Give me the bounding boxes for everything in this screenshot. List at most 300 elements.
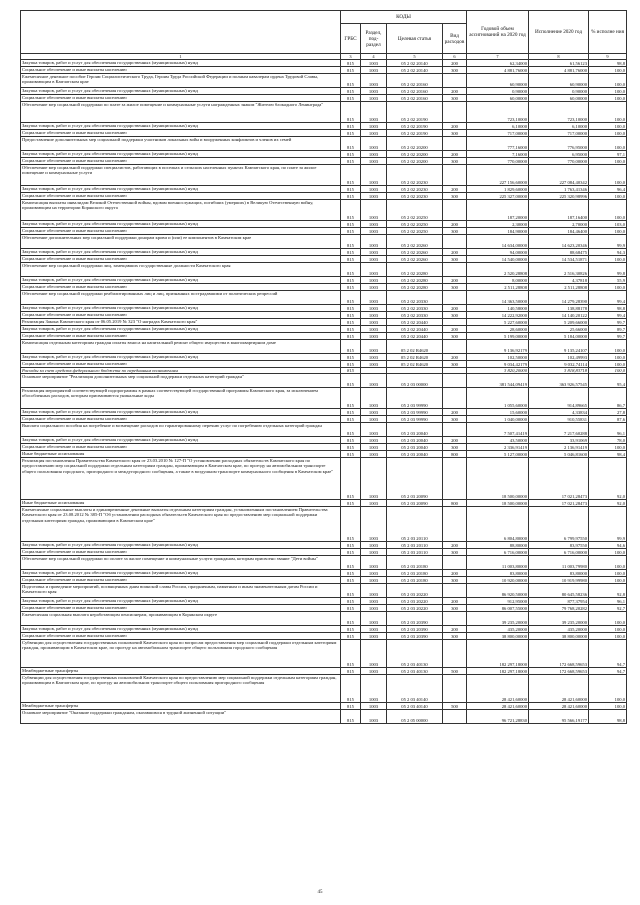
- row-target: 05 2 03 20110: [387, 507, 443, 542]
- row-section: 1003: [361, 263, 387, 277]
- row-name: Ежемесячные социальные выплаты и единовременные денежные выплаты отдельным категориям граждан, установленным постановлением Правительства Камчатского края от 23.08.2012 № 385-П "Об установлении расходных обязательств Камчатского края по предоставлению мер социальной поддержки отдельным категориям граждан, проживающим в Камчатском крае": [21, 507, 341, 542]
- row-annual: 4 881,76000: [467, 67, 529, 74]
- row-section: 1003: [361, 326, 387, 333]
- table-row: [21, 228, 627, 235]
- row-percent: 100,0: [589, 556, 627, 570]
- row-annual: 7 507,41419: [467, 423, 529, 437]
- row-name: Компенсация выплаты инвалидам Великой Отечественной войны, вдовам военнослужащих, погибших (умерших) в Великую Отечественную войну, проживающим на территории Корякского округа: [21, 200, 341, 221]
- row-name: Закупка товаров, работ и услуг для обеспечения государственных (муниципальных) нужд: [21, 88, 341, 95]
- row-executed: 80 645,58236: [529, 584, 589, 598]
- row-executed: 28 421,60000: [529, 703, 589, 710]
- row-percent: 100,0: [589, 703, 627, 710]
- row-name: Социальное обеспечение и иные выплаты населению: [21, 67, 341, 74]
- row-target: 05 2 03 20220: [387, 605, 443, 612]
- row-percent: 99,9: [589, 235, 627, 249]
- row-annual: 14 222,92000: [467, 312, 529, 319]
- row-executed: 14 534,51871: [529, 256, 589, 263]
- row-target: 05 2 03 20040: [387, 437, 443, 444]
- row-name: Основное мероприятие "Оказание поддержки гражданам, оказавшимся в трудной жизненной ситуации": [21, 710, 341, 724]
- row-grbs: 815: [341, 612, 361, 626]
- row-percent: 100,0: [589, 612, 627, 626]
- row-annual: 14 634,00000: [467, 235, 529, 249]
- row-target: 05 2 03 99990: [387, 388, 443, 409]
- row-section: 1003: [361, 137, 387, 151]
- row-type: 800: [443, 500, 467, 507]
- row-executed: 28 421,60000: [529, 675, 589, 703]
- row-executed: 225 320,98996: [529, 193, 589, 200]
- row-percent: 100,0: [589, 361, 627, 368]
- row-percent: 92,0: [589, 458, 627, 500]
- row-type: 500: [443, 668, 467, 675]
- row-section: 1003: [361, 200, 387, 221]
- row-executed: 11 003,79980: [529, 556, 589, 570]
- table-row: [21, 277, 627, 284]
- row-target: 05 2 03 99990: [387, 416, 443, 423]
- row-target: 05 2 02 20260: [387, 249, 443, 256]
- row-percent: 100,0: [589, 340, 627, 354]
- row-name: Социальное обеспечение и иные выплаты населению: [21, 333, 341, 340]
- row-section: 1003: [361, 605, 387, 612]
- row-percent: 100,0: [589, 626, 627, 633]
- row-percent: 94,3: [589, 249, 627, 256]
- row-target: 05 2 02 20230: [387, 165, 443, 186]
- row-grbs: 815: [341, 102, 361, 123]
- row-section: 1003: [361, 598, 387, 605]
- row-target: 05 2 03 20390: [387, 633, 443, 640]
- row-grbs: 815: [341, 151, 361, 158]
- table-row: [21, 186, 627, 193]
- row-grbs: 815: [341, 263, 361, 277]
- row-percent: 96,4: [589, 186, 627, 193]
- row-executed: 38 800,00000: [529, 633, 589, 640]
- row-section: 1003: [361, 123, 387, 130]
- row-grbs: 815: [341, 193, 361, 200]
- row-name: Социальное обеспечение и иные выплаты населению: [21, 361, 341, 368]
- table-row: [21, 444, 627, 451]
- row-type: 200: [443, 277, 467, 284]
- row-type: 300: [443, 361, 467, 368]
- row-type: 300: [443, 333, 467, 340]
- row-grbs: 815: [341, 451, 361, 458]
- row-annual: 28 421,60000: [467, 675, 529, 703]
- row-percent: 103,0: [589, 221, 627, 228]
- row-section: 1003: [361, 416, 387, 423]
- row-type: 200: [443, 151, 467, 158]
- row-percent: 78,0: [589, 437, 627, 444]
- table-row: [21, 640, 627, 668]
- row-section: 1003: [361, 451, 387, 458]
- row-grbs: 815: [341, 60, 361, 67]
- row-executed: 723,10000: [529, 102, 589, 123]
- row-type: 300: [443, 312, 467, 319]
- row-target: 05 2 02 20440: [387, 319, 443, 326]
- row-executed: 914,89665: [529, 388, 589, 409]
- row-name: Социальное обеспечение и иные выплаты населению: [21, 577, 341, 584]
- row-percent: 97,1: [589, 151, 627, 158]
- row-section: 1003: [361, 570, 387, 577]
- row-type: 200: [443, 598, 467, 605]
- row-annual: 227 156,60000: [467, 165, 529, 186]
- row-percent: 100,0: [589, 102, 627, 123]
- row-percent: 87,6: [589, 416, 627, 423]
- row-type: 300: [443, 95, 467, 102]
- row-name: Социальное обеспечение и иные выплаты населению: [21, 416, 341, 423]
- row-percent: 100,0: [589, 577, 627, 584]
- row-name: Социальное обеспечение и иные выплаты населению: [21, 158, 341, 165]
- row-section: 1003: [361, 374, 387, 388]
- row-annual: 102,50000: [467, 354, 529, 361]
- row-grbs: 815: [341, 200, 361, 221]
- row-target: 05 2 03 20110: [387, 542, 443, 549]
- row-name: Предоставление дополнительных мер социальной поддержки участников локальных войн и вооруженных конфликтов и членов их семей: [21, 137, 341, 151]
- row-type: [443, 584, 467, 598]
- row-annual: 1 829,60000: [467, 186, 529, 193]
- row-executed: 6 799,97550: [529, 507, 589, 542]
- row-target: 05 2 03 20090: [387, 458, 443, 500]
- row-name: Закупка товаров, работ и услуг для обеспечения государственных (муниципальных) нужд: [21, 249, 341, 256]
- index-cell: 6: [443, 54, 467, 60]
- table-row: [21, 633, 627, 640]
- row-name: Субвенции для осуществления государственных полномочий Камчатского края по вопросам предоставления мер социальной поддержки отдельным категориям граждан, проживающим в Камчатском крае, по проезду на автомобильном транспорте общего пользования городского сообщения: [21, 640, 341, 668]
- row-name: Основное мероприятие "Реализация дополнительных мер социальной поддержки отдельных категорий граждан": [21, 374, 341, 388]
- row-grbs: 815: [341, 710, 361, 724]
- row-target: 05 2 02 20440: [387, 326, 443, 333]
- row-section: 1003: [361, 340, 387, 354]
- row-grbs: 815: [341, 228, 361, 235]
- row-executed: 4,33834: [529, 409, 589, 416]
- row-grbs: 815: [341, 703, 361, 710]
- row-grbs: 815: [341, 305, 361, 312]
- row-percent: 99,4: [589, 291, 627, 305]
- row-executed: 184,46400: [529, 228, 589, 235]
- row-annual: 5 199,00000: [467, 333, 529, 340]
- row-percent: 86,7: [589, 388, 627, 409]
- row-annual: 7,16000: [467, 151, 529, 158]
- row-section: 1003: [361, 88, 387, 95]
- row-target: 05 2 03 40140: [387, 675, 443, 703]
- row-target: 05 2 02 20250: [387, 221, 443, 228]
- row-type: 300: [443, 256, 467, 263]
- table-row: [21, 710, 627, 724]
- row-annual: 96 721,28830: [467, 710, 529, 724]
- row-annual: 1 040,00000: [467, 416, 529, 423]
- row-name: Закупка товаров, работ и услуг для обеспечения государственных (муниципальных) нужд: [21, 277, 341, 284]
- row-target: 05 2 05 00000: [387, 710, 443, 724]
- row-type: 300: [443, 549, 467, 556]
- row-type: [443, 556, 467, 570]
- table-row: [21, 626, 627, 633]
- row-annual: 11 003,80000: [467, 556, 529, 570]
- row-name: Обеспечение мер социальной поддержки по оплате за жилое помещение и коммунальные услуги гражданам, которым присвоено звание "Дети войны": [21, 556, 341, 570]
- row-annual: 225 327,00000: [467, 193, 529, 200]
- row-grbs: 815: [341, 284, 361, 291]
- table-row: [21, 361, 627, 368]
- row-type: [443, 710, 467, 724]
- row-name: Реализация мероприятий соответствующей подпрограммы в рамках соответствующей государственной программы Камчатского края, за исключением обособленных расходов, которым присваиваются уникальные коды: [21, 388, 341, 409]
- row-percent: 100,0: [589, 354, 627, 361]
- header-percent: % исполне ния: [589, 11, 627, 54]
- row-section: 1003: [361, 102, 387, 123]
- row-section: 1003: [361, 710, 387, 724]
- row-target: 05 2 03 40130: [387, 668, 443, 675]
- row-grbs: 815: [341, 74, 361, 88]
- row-target: 05 2 02 20250: [387, 228, 443, 235]
- row-executed: 172 668,59653: [529, 668, 589, 675]
- row-type: 300: [443, 193, 467, 200]
- row-percent: 100,0: [589, 549, 627, 556]
- row-target: 05 2 02 R4620: [387, 361, 443, 368]
- row-grbs: 815: [341, 549, 361, 556]
- table-row: [21, 458, 627, 500]
- row-grbs: 815: [341, 458, 361, 500]
- index-cell: 4: [361, 54, 387, 60]
- row-annual: 6,10000: [467, 123, 529, 130]
- row-target: 05 2 03 20110: [387, 549, 443, 556]
- row-name: Обеспечение мер социальной поддержки реабилитированных лиц и лиц, признанных пострадавшими от политических репрессий: [21, 291, 341, 305]
- table-row: [21, 500, 627, 507]
- row-section: 1003: [361, 333, 387, 340]
- row-section: 1003: [361, 626, 387, 633]
- row-annual: 83,80000: [467, 570, 529, 577]
- table-row: [21, 507, 627, 542]
- row-target: 05 2 02 20440: [387, 333, 443, 340]
- row-name: Межбюджетные трансферты: [21, 668, 341, 675]
- row-percent: 100,0: [589, 633, 627, 640]
- row-grbs: 815: [341, 137, 361, 151]
- header-executed: Исполнение 2020 год: [529, 11, 589, 54]
- row-name: Реализация постановления Правительства Камчатского края от 23.03.2010 № 127-П "О установлении расходных обязательств Камчатского края по предоставлению мер социальной поддержки отдельным категориям граждан, проживающим в Камчатском крае, по проезду на автомобильном транспорте общего пользования городского, пригородного и междугородного сообщения, а также в воздушном транспорте коммунального сообщения в Камчатском крае": [21, 458, 341, 500]
- row-name: Социальное обеспечение и иные выплаты населению: [21, 130, 341, 137]
- row-target: 05 2 02 20230: [387, 193, 443, 200]
- row-grbs: 815: [341, 640, 361, 668]
- row-section: 1003: [361, 500, 387, 507]
- row-executed: 6,10000: [529, 123, 589, 130]
- row-executed: 79 768,20282: [529, 605, 589, 612]
- row-percent: 94,7: [589, 640, 627, 668]
- row-section: 1003: [361, 60, 387, 67]
- row-type: [443, 640, 467, 668]
- row-executed: 4 881,76000: [529, 67, 589, 74]
- row-name: Обеспечение мер социальной поддержки по плате за жилое помещение и коммунальные услуги награжденных знаком "Жителю блокадного Ленинграда": [21, 102, 341, 123]
- row-section: 1003: [361, 556, 387, 570]
- row-executed: 61,56123: [529, 60, 589, 67]
- row-annual: 86 007,55000: [467, 605, 529, 612]
- row-grbs: 815: [341, 388, 361, 409]
- row-percent: 100,0: [589, 74, 627, 88]
- row-type: 200: [443, 305, 467, 312]
- table-row: [21, 102, 627, 123]
- row-name: Закупка товаров, работ и услуг для обеспечения государственных (муниципальных) нужд: [21, 437, 341, 444]
- row-annual: 60,00000: [467, 95, 529, 102]
- row-target: 05 2 02 20330: [387, 305, 443, 312]
- row-name: Закупка товаров, работ и услуг для обеспечения государственных (муниципальных) нужд: [21, 542, 341, 549]
- row-name: Обеспечение дополнительных мер социальной поддержки донорам крови и (или) ее компонентов в Камчатском крае: [21, 235, 341, 249]
- row-percent: 100,0: [589, 158, 627, 165]
- row-executed: 3 818,83718: [529, 368, 589, 374]
- table-row: [21, 165, 627, 186]
- row-grbs: 815: [341, 668, 361, 675]
- row-percent: 100,0: [589, 284, 627, 291]
- row-grbs: 815: [341, 626, 361, 633]
- row-annual: 435,20000: [467, 626, 529, 633]
- row-executed: 2 511,28808: [529, 284, 589, 291]
- row-type: [443, 200, 467, 221]
- row-type: 800: [443, 451, 467, 458]
- row-name: Социальное обеспечение и иные выплаты населению: [21, 633, 341, 640]
- row-section: 1003: [361, 312, 387, 319]
- row-executed: 227 084,40342: [529, 165, 589, 186]
- row-name: Ежемесячная социальная выплата неработающим пенсионерам, проживающим в Корякском округе: [21, 612, 341, 626]
- row-section: 1003: [361, 277, 387, 284]
- row-executed: 1 763,41346: [529, 186, 589, 193]
- row-percent: 100,0: [589, 88, 627, 95]
- row-type: 200: [443, 354, 467, 361]
- row-type: 500: [443, 703, 467, 710]
- row-section: 1003: [361, 409, 387, 416]
- row-annual: 723,10000: [467, 102, 529, 123]
- table-row: [21, 74, 627, 88]
- index-cell: 8: [529, 54, 589, 60]
- row-annual: 9 034,42179: [467, 361, 529, 368]
- row-name: Обеспечение мер социальной поддержки специалистов, работающих в поселках и сельских населенных пунктах Камчатского края, по плате за жилое помещение и коммунальные услуги: [21, 165, 341, 186]
- row-name: Закупка товаров, работ и услуг для обеспечения государственных (муниципальных) нужд: [21, 186, 341, 193]
- table-row: [21, 319, 627, 326]
- header-type: Вид расходов: [443, 24, 467, 54]
- row-annual: 9 136,92179: [467, 340, 529, 354]
- row-section: 1003: [361, 165, 387, 186]
- row-section: 1003: [361, 542, 387, 549]
- row-executed: 2,70000: [529, 221, 589, 228]
- row-grbs: 815: [341, 291, 361, 305]
- row-percent: 99,9: [589, 507, 627, 542]
- row-grbs: 815: [341, 507, 361, 542]
- table-row: [21, 584, 627, 598]
- table-row: [21, 340, 627, 354]
- header-grbs: ГРБС: [341, 24, 361, 54]
- row-section: 1003: [361, 319, 387, 326]
- row-percent: 92,0: [589, 500, 627, 507]
- row-percent: 100,0: [589, 570, 627, 577]
- row-target: 05 2 02 20260: [387, 256, 443, 263]
- row-annual: 3 820,20000: [467, 368, 529, 374]
- row-annual: 770,00000: [467, 158, 529, 165]
- row-target: 05 2 03 20220: [387, 598, 443, 605]
- row-executed: 39 235,20000: [529, 612, 589, 626]
- row-grbs: 815: [341, 67, 361, 74]
- row-executed: 435,20000: [529, 626, 589, 633]
- row-target: 05 2 03 20390: [387, 626, 443, 633]
- row-executed: 88,68475: [529, 249, 589, 256]
- row-grbs: 815: [341, 340, 361, 354]
- table-row: [21, 354, 627, 361]
- table-row: [21, 137, 627, 151]
- row-grbs: 815: [341, 500, 361, 507]
- table-row: [21, 60, 627, 67]
- row-annual: 14 363,50000: [467, 291, 529, 305]
- row-type: 200: [443, 626, 467, 633]
- row-name: Закупка товаров, работ и услуг для обеспечения государственных (муниципальных) нужд: [21, 354, 341, 361]
- row-type: [443, 374, 467, 388]
- table-row: [21, 151, 627, 158]
- row-percent: 98,4: [589, 451, 627, 458]
- row-percent: 27,8: [589, 409, 627, 416]
- header-target: Целевая статья: [387, 24, 443, 54]
- row-grbs: 815: [341, 423, 361, 437]
- row-grbs: 815: [341, 542, 361, 549]
- row-name: Закупка товаров, работ и услуг для обеспечения государственных (муниципальных) нужд: [21, 409, 341, 416]
- row-annual: 14 540,00000: [467, 256, 529, 263]
- row-grbs: 815: [341, 326, 361, 333]
- row-target: 05 2 02 20160: [387, 95, 443, 102]
- row-section: 1003: [361, 130, 387, 137]
- index-cell: 7: [467, 54, 529, 60]
- row-grbs: 815: [341, 249, 361, 256]
- row-grbs: 815: [341, 221, 361, 228]
- row-executed: 717,00000: [529, 130, 589, 137]
- table-row: [21, 326, 627, 333]
- table-row: [21, 221, 627, 228]
- row-executed: 33,91069: [529, 437, 589, 444]
- index-cell: 3: [341, 54, 361, 60]
- row-percent: 94,7: [589, 668, 627, 675]
- row-percent: 99,7: [589, 333, 627, 340]
- row-target: 05 2 03 40130: [387, 640, 443, 668]
- row-grbs: 815: [341, 165, 361, 186]
- row-name: Социальное обеспечение и иные выплаты населению: [21, 228, 341, 235]
- row-section: 1003: [361, 668, 387, 675]
- row-target: 05 2 02 20140: [387, 60, 443, 67]
- row-name: Реализация Закона Камчатского края от 06.05.2019 № 323 "О наградах Камчатского края": [21, 319, 341, 326]
- row-name: Межбюджетные трансферты: [21, 703, 341, 710]
- row-type: 300: [443, 633, 467, 640]
- row-grbs: 815: [341, 312, 361, 319]
- table-row: [21, 123, 627, 130]
- row-type: [443, 102, 467, 123]
- row-section: 1003: [361, 388, 387, 409]
- row-section: 1003: [361, 193, 387, 200]
- row-section: 1003: [361, 186, 387, 193]
- row-grbs: 815: [341, 444, 361, 451]
- table-row: [21, 570, 627, 577]
- row-executed: 5 046,81600: [529, 451, 589, 458]
- row-section: 1003: [361, 256, 387, 263]
- header-codes: КОДЫ: [341, 11, 467, 24]
- row-executed: 17 021,28473: [529, 500, 589, 507]
- row-percent: 99,8: [589, 263, 627, 277]
- row-annual: 2,30000: [467, 221, 529, 228]
- row-target: 05 2 02 20160: [387, 88, 443, 95]
- row-section: 1003: [361, 703, 387, 710]
- row-percent: 100,0: [589, 368, 627, 374]
- row-annual: 187,20000: [467, 200, 529, 221]
- row-annual: 18 500,00000: [467, 458, 529, 500]
- table-row: [21, 88, 627, 95]
- row-target: 05 2 02 20190: [387, 123, 443, 130]
- row-type: [443, 137, 467, 151]
- table-row: [21, 416, 627, 423]
- row-name: Закупка товаров, работ и услуг для обеспечения государственных (муниципальных) нужд: [21, 151, 341, 158]
- row-annual: 777,16000: [467, 137, 529, 151]
- row-name: Закупка товаров, работ и услуг для обеспечения государственных (муниципальных) нужд: [21, 305, 341, 312]
- row-percent: 100,0: [589, 123, 627, 130]
- row-target: 05 2 03 20180: [387, 577, 443, 584]
- index-cell: 9: [589, 54, 627, 60]
- row-annual: 60,90000: [467, 74, 529, 88]
- row-annual: 5 127,00000: [467, 451, 529, 458]
- row-name: Социальное обеспечение и иные выплаты населению: [21, 284, 341, 291]
- row-annual: 1 055,60000: [467, 388, 529, 409]
- row-executed: 5 209,66000: [529, 319, 589, 326]
